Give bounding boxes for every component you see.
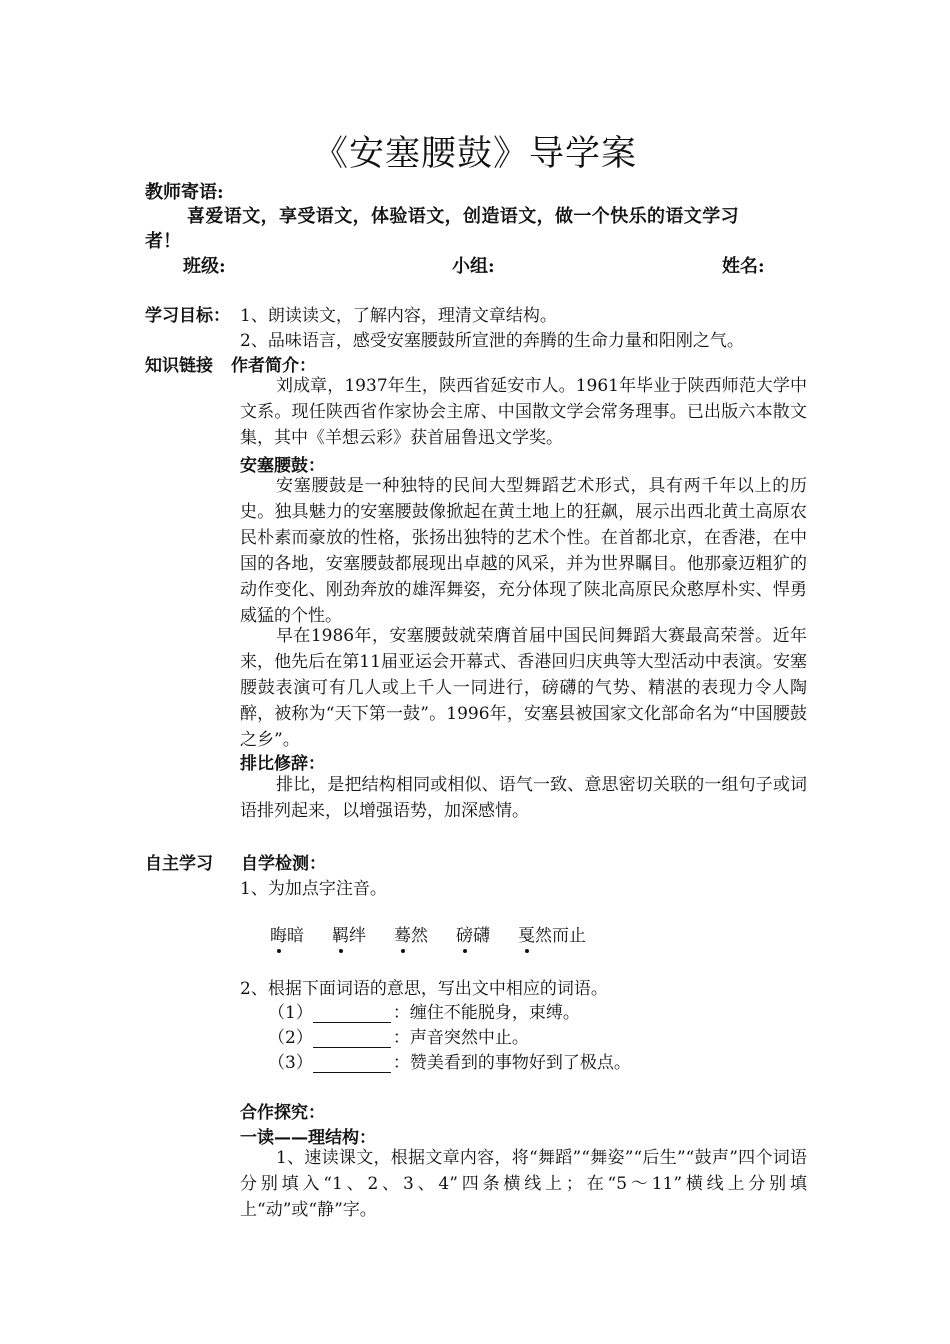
answer-blank-3[interactable] (313, 1054, 391, 1073)
answer-blank-1[interactable] (313, 1004, 391, 1023)
word-1: 晦暗 (270, 921, 304, 946)
cooperate-text: 1、速读课文，根据文章内容，将“舞蹈”“舞姿”“后生”“鼓声”四个词语分别填入“1、2、3、4”四条横线上；在“5～11”横线上分别填上“动”或“静”字。 (240, 1148, 807, 1220)
name-label: 姓名: (722, 256, 765, 277)
cooperate-heading: 合作探究： (240, 1103, 325, 1123)
parallel-heading: 排比修辞： (240, 754, 325, 774)
answer-blank-2[interactable] (313, 1029, 391, 1048)
blank-row-2: （2） ：声音突然中止。 (268, 1028, 529, 1048)
goals-label: 学习目标： (145, 306, 230, 326)
class-label: 班级: (183, 256, 226, 277)
teacher-message-line2: 者！ (145, 231, 181, 252)
blank-row-1: （1） ：缠住不能脱身，束缚。 (268, 1003, 580, 1023)
parallel-text: 排比，是把结构相同或相似、语气一致、意思密切关联的一组句子或词语排列起来，以增强语势，加深感情。 (240, 775, 807, 821)
cooperate-subheading: 一读——理结构： (240, 1128, 376, 1148)
word-3: 蓦然 (394, 921, 428, 946)
pinyin-words (270, 921, 586, 946)
self-check-heading: 自学检测： (241, 854, 326, 874)
teacher-message-line1: 喜爱语文，享受语文，体验语文，创造语文，做一个快乐的语文学习 (187, 206, 739, 227)
question-1: 1、为加点字注音。 (240, 879, 387, 899)
author-text: 刘成章，1937年生，陕西省延安市人。1961年毕业于陕西师范大学中文系。现任陕西省作家协会主席、中国散文学会常务理事。已出版六本散文集，其中《羊想云彩》获首届鲁迅文学奖。 (240, 376, 807, 448)
blank-row-3: （3） ：赞美看到的事物好到了极点。 (268, 1053, 631, 1073)
drum-text-1: 安塞腰鼓是一种独特的民间大型舞蹈艺术形式，具有两千年以上的历史。独具魅力的安塞腰鼓像掀起在黄土地上的狂飙，展示出西北黄土高原农民朴素而豪放的性格，张扬出独特的艺术个性。在首都北京，在香港，在中国的各地，安塞腰鼓都展现出卓越的风采，并为世界瞩目。他那豪迈粗犷的动作变化、刚劲奔放的雄浑舞姿，充分体现了陕北高原民众憨厚朴实、悍勇威猛的个性。 (240, 476, 807, 626)
page-title: 《安塞腰鼓》导学案 (312, 134, 637, 174)
author-heading: 作者简介： (231, 356, 316, 376)
group-label: 小组: (452, 256, 495, 277)
teacher-label: 教师寄语: (145, 182, 224, 203)
goal-item-1: 1、朗读读文，了解内容，理清文章结构。 (240, 306, 557, 326)
word-2: 羁绊 (332, 921, 366, 946)
word-4: 磅礴 (456, 921, 490, 946)
word-5: 戛然而止 (518, 921, 586, 946)
question-2: 2、根据下面词语的意思，写出文中相应的词语。 (240, 979, 608, 999)
knowledge-label: 知识链接 (145, 356, 213, 376)
self-study-label: 自主学习 (145, 854, 213, 874)
drum-text-2: 早在1986年，安塞腰鼓就荣膺首届中国民间舞蹈大赛最高荣誉。近年来，他先后在第11届亚运会开幕式、香港回归庆典等大型活动中表演。安塞腰鼓表演可有几人或上千人一同进行，磅礴的气势、精湛的表现力令人陶醉，被称为“天下第一鼓”。1996年，安塞县被国家文化部命名为“中国腰鼓之乡”。 (240, 626, 807, 750)
drum-heading: 安塞腰鼓： (240, 456, 325, 476)
goal-item-2: 2、品味语言，感受安塞腰鼓所宣泄的奔腾的生命力量和阳刚之气。 (240, 331, 744, 351)
